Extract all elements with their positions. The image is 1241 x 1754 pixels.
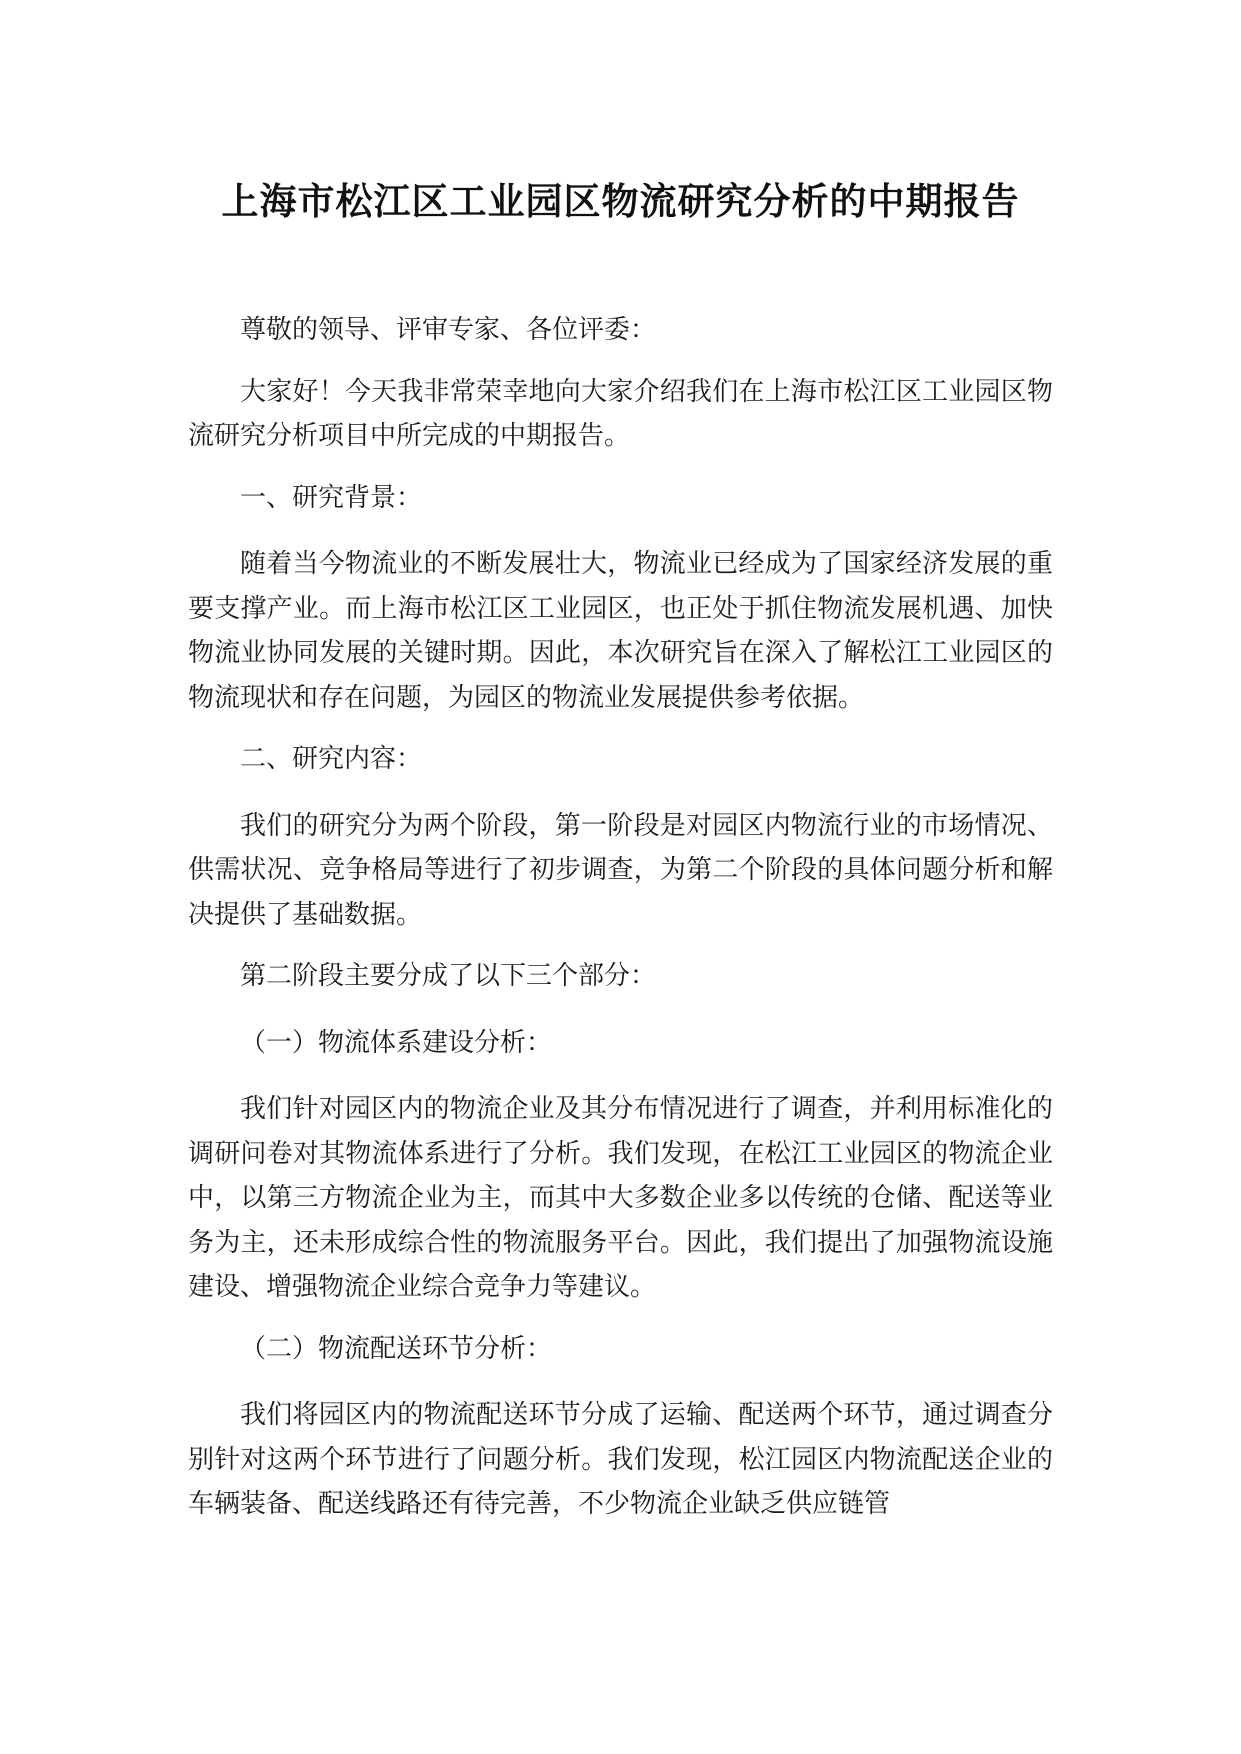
intro-paragraph: 大家好！今天我非常荣幸地向大家介绍我们在上海市松江区工业园区物流研究分析项目中所完成的中期报告。 bbox=[188, 376, 1053, 451]
phase-two-intro: 第二阶段主要分成了以下三个部分： bbox=[240, 961, 657, 991]
section-heading-content: 二、研究内容： bbox=[240, 744, 423, 774]
section-heading-background: 一、研究背景： bbox=[240, 482, 423, 513]
salutation: 尊敬的领导、评审专家、各位评委： bbox=[240, 315, 657, 345]
document-title: 上海市松江区工业园区物流研究分析的中期报告 bbox=[221, 180, 1020, 223]
document-body bbox=[188, 308, 1053, 1527]
subsection-heading-distribution: （二）物流配送环节分析： bbox=[240, 1333, 553, 1364]
background-paragraph: 随着当今物流业的不断发展壮大，物流业已经成为了国家经济发展的重要支撑产业。而上海市松江区工业园区，也正处于抓住物流发展机遇、加快物流业协同发展的关键时期。因此，本次研究旨在深入了解松江工业园区的物流现状和存在问题，为园区的物流业发展提供参考依据。 bbox=[188, 549, 1053, 713]
distribution-analysis-paragraph: 我们将园区内的物流配送环节分成了运输、配送两个环节，通过调查分别针对这两个环节进行了问题分析。我们发现，松江园区内物流配送企业的车辆装备、配送线路还有待完善，不少物流企业缺乏供应链管 bbox=[188, 1400, 1053, 1519]
system-analysis-paragraph: 我们针对园区内的物流企业及其分布情况进行了调查，并利用标准化的调研问卷对其物流体系进行了分析。我们发现，在松江工业园区的物流企业中，以第三方物流企业为主，而其中大多数企业多以传统的仓储、配送等业务为主，还未形成综合性的物流服务平台。因此，我们提出了加强物流设施建设、增强物流企业综合竞争力等建议。 bbox=[188, 1094, 1053, 1302]
subsection-heading-system: （一）物流体系建设分析： bbox=[240, 1027, 553, 1058]
content-paragraph: 我们的研究分为两个阶段，第一阶段是对园区内物流行业的市场情况、供需状况、竞争格局等进行了初步调查，为第二个阶段的具体问题分析和解决提供了基础数据。 bbox=[188, 810, 1053, 930]
